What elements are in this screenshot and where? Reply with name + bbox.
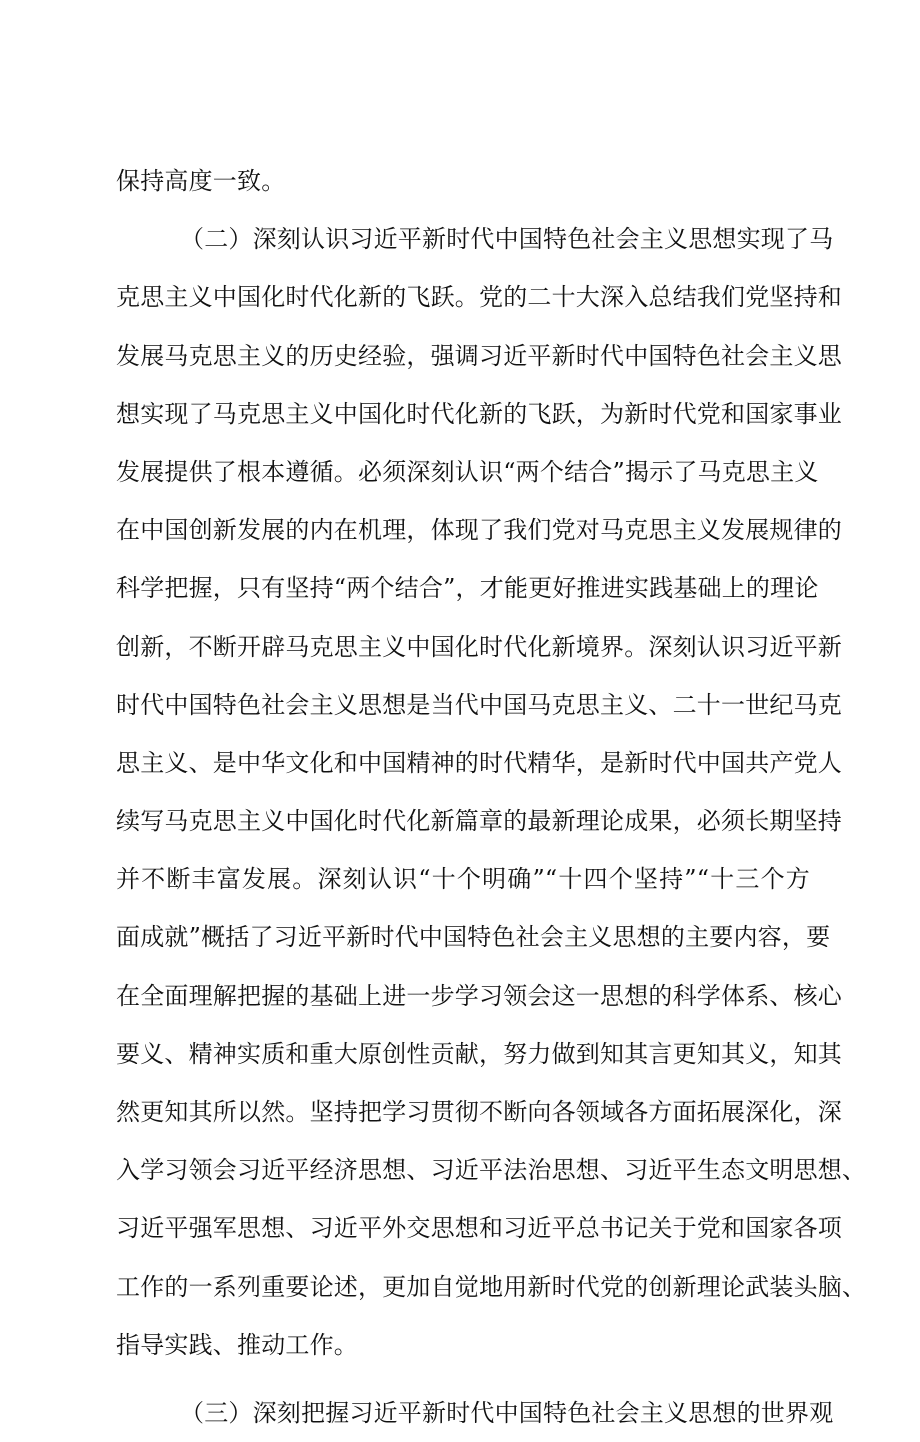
- text-line: 面成就”概括了习近平新时代中国特色社会主义思想的主要内容，要: [116, 923, 831, 952]
- text-line: 克思主义中国化时代化新的飞跃。党的二十大深入总结我们党坚持和: [116, 283, 842, 312]
- text-line: 习近平强军思想、习近平外交思想和习近平总书记关于党和国家各项: [116, 1214, 842, 1243]
- text-line: 科学把握，只有坚持“两个结合”，才能更好推进实践基础上的理论: [116, 574, 819, 603]
- document-page: [116, 152, 867, 1442]
- text-line: 工作的一系列重要论述，更加自觉地用新时代党的创新理论武装头脑、: [116, 1272, 867, 1301]
- text-line: （二）深刻认识习近平新时代中国特色社会主义思想实现了马: [180, 225, 834, 254]
- text-line: 指导实践、推动工作。: [116, 1330, 358, 1359]
- paragraph-spacing: [116, 1374, 810, 1384]
- text-line: 要义、精神实质和重大原创性贡献，努力做到知其言更知其义，知其: [116, 1039, 842, 1068]
- text-line: 发展马克思主义的历史经验，强调习近平新时代中国特色社会主义思: [116, 341, 842, 370]
- paragraph: [116, 1384, 834, 1442]
- text-line: 续写马克思主义中国化时代化新篇章的最新理论成果，必须长期坚持: [116, 807, 842, 836]
- text-line: 思主义、是中华文化和中国精神的时代精华，是新时代中国共产党人: [116, 748, 842, 777]
- text-line: 在全面理解把握的基础上进一步学习领会这一思想的科学体系、核心: [116, 981, 842, 1010]
- paragraph: [116, 210, 867, 1374]
- text-line: 创新，不断开辟马克思主义中国化时代化新境界。深刻认识习近平新: [116, 632, 842, 661]
- text-line: 并不断丰富发展。深刻认识“十个明确”“十四个坚持”“十三个方: [116, 865, 810, 894]
- text-line: 保持高度一致。: [116, 167, 286, 195]
- text-line: （三）深刻把握习近平新时代中国特色社会主义思想的世界观: [180, 1398, 834, 1427]
- text-line: 发展提供了根本遵循。必须深刻认识“两个结合”揭示了马克思主义: [116, 457, 819, 486]
- text-line: 然更知其所以然。坚持把学习贯彻不断向各领域各方面拓展深化，深: [116, 1098, 842, 1126]
- text-line: 入学习领会习近平经济思想、习近平法治思想、习近平生态文明思想、: [116, 1156, 867, 1185]
- paragraph: [116, 152, 810, 210]
- text-line: 在中国创新发展的内在机理，体现了我们党对马克思主义发展规律的: [116, 516, 842, 545]
- text-line: 时代中国特色社会主义思想是当代中国马克思主义、二十一世纪马克: [116, 690, 842, 719]
- text-line: 想实现了马克思主义中国化时代化新的飞跃，为新时代党和国家事业: [116, 399, 842, 428]
